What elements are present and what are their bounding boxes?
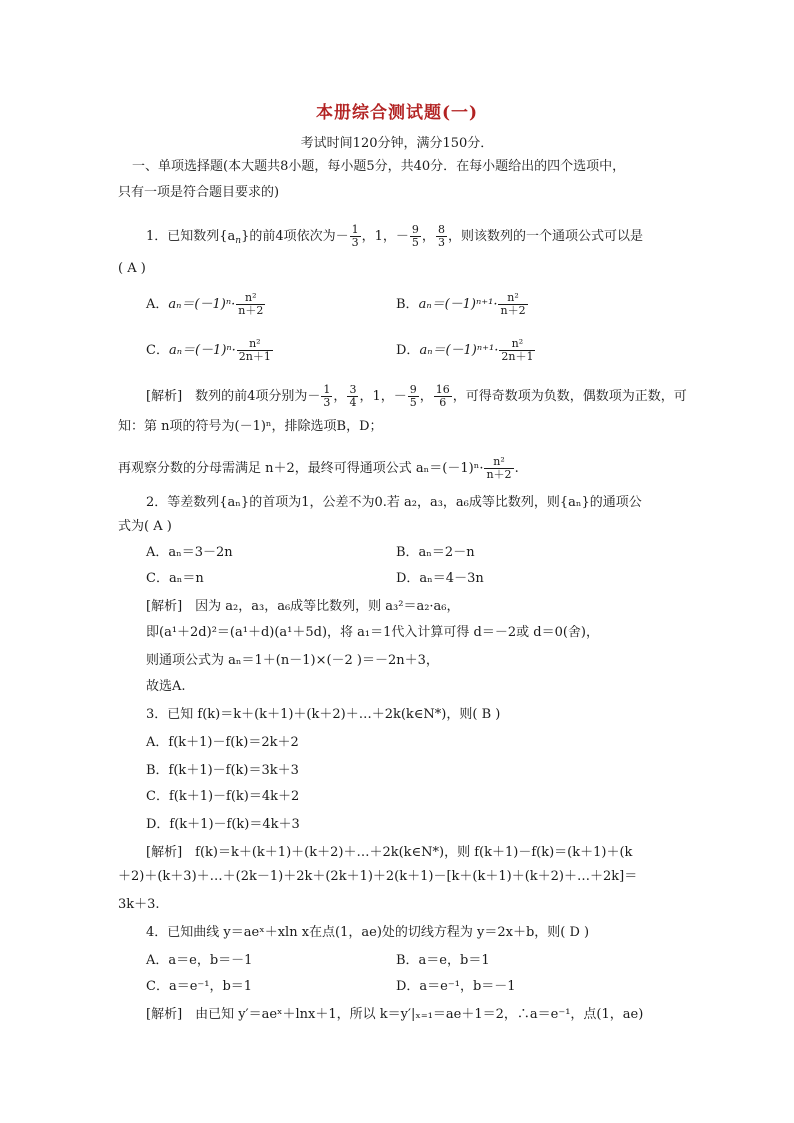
q1-option-b[interactable]: B．aₙ＝(－1)ⁿ⁺¹· $\frac{\text{n²}}{n+2}$ <box>396 291 526 317</box>
q2-option-c[interactable]: C．aₙ＝n <box>146 571 204 586</box>
q3-option-d[interactable]: D．f(k＋1)－f(k)＝4k＋3 <box>146 817 300 832</box>
frac-9-5: $\frac{9}{5}$ <box>411 223 419 249</box>
q2-option-b[interactable]: B．aₙ＝2－n <box>396 545 475 560</box>
section-heading-line2: 只有一项是符合题目要求的) <box>118 185 280 200</box>
q4-option-b[interactable]: B．a＝e，b＝1 <box>396 953 490 968</box>
q3-stem: 3．已知 f(k)＝k＋(k＋1)＋(k＋2)＋…＋2k(k∈N*)，则( B ) <box>146 707 501 722</box>
q1-stem: 1．已知数列$\{a_n\}$的前4项依次为－ $\frac{1}{3}$ ，1，－ $\frac{9}{5}$ ， $\frac{8}{3}$ ，则该数列的一个通项公式可以是 <box>146 223 643 249</box>
section-heading-line1: 一、单项选择题(本大题共8小题，每小题5分，共40分．在每小题给出的四个选项中， <box>132 159 626 174</box>
q1-stem-a: 1．已知数列{a <box>146 229 236 244</box>
q3-option-a[interactable]: A．f(k＋1)－f(k)＝2k＋2 <box>146 735 299 750</box>
q1-explanation-2: 知：第 n项的符号为(－1)ⁿ，排除选项B，D； <box>118 419 383 434</box>
q1-option-c[interactable]: C．aₙ＝(－1)ⁿ· $\frac{\text{n²}}{2n+1}$ <box>146 337 271 363</box>
q1-option-d[interactable]: D．aₙ＝(－1)ⁿ⁺¹· $\frac{\text{n²}}{2n+1}$ <box>396 337 534 363</box>
q1-stem-c: ，则该数列的一个通项公式可以是 <box>447 229 643 244</box>
page-title: 本册综合测试题(一) <box>315 103 479 123</box>
q4-stem: 4．已知曲线 y＝aeˣ＋xln x在点(1，ae)处的切线方程为 y＝2x＋b，则( D ) <box>146 925 590 940</box>
q2-option-a[interactable]: A．aₙ＝3－2n <box>146 545 233 560</box>
q1-option-a[interactable]: A．aₙ＝(－1)ⁿ· $\frac{\text{n²}}{n+2}$ <box>146 291 264 317</box>
q4-option-d[interactable]: D．a＝e⁻¹，b＝－1 <box>396 979 516 994</box>
q3-explanation-1: [解析] f(k)＝k＋(k＋1)＋(k＋2)＋…＋2k(k∈N*)，则 f(k＋1)－f(k)＝(k＋1)＋(k <box>146 845 633 860</box>
q2-explanation-2: 即(a¹＋2d)²＝(a¹＋d)(a¹＋5d)，将 a₁＝1代入计算可得 d＝－2或 d＝0(舍)， <box>146 625 599 640</box>
q1-answer: ( A ) <box>118 261 146 276</box>
q1-stem-b: }的前4项依次为－ <box>241 229 349 244</box>
q4-explanation-1: [解析] 由已知 y′＝aeˣ＋lnx＋1，所以 k＝y′|ₓ₌₁＝ae＋1＝2，∴a＝e⁻¹，点(1，ae) <box>146 1007 644 1022</box>
q2-option-d[interactable]: D．aₙ＝4－3n <box>396 571 484 586</box>
q3-explanation-2: ＋2)＋(k＋3)＋…＋(2k－1)＋2k＋(2k＋1)＋2(k＋1)－[k＋(k＋1)＋(k＋2)＋…＋2k]＝ <box>118 869 638 884</box>
q2-explanation-3: 则通项公式为 aₙ＝1＋(n－1)×(－2 )＝－2n＋3， <box>146 653 439 668</box>
q2-stem-2: 式为( A ) <box>118 519 172 534</box>
q1-explanation-3: 再观察分数的分母需满足 n＋2，最终可得通项公式 aₙ＝(－1)ⁿ· $\frac{\text{n²}}{n+2}$ . <box>118 455 519 481</box>
q4-option-c[interactable]: C．a＝e⁻¹，b＝1 <box>146 979 253 994</box>
q2-explanation-4: 故选A. <box>146 679 186 694</box>
frac-1-3: $\frac{1}{3}$ <box>351 223 359 249</box>
q1-explanation-1: [解析] 数列的前4项分别为－ $\frac{1}{3}$ ， $\frac{3}{4}$ ，1，－ $\frac{9}{5}$ ， $\frac{16}{6}$ ，可得奇数项为负数，偶数项为正数，可 <box>146 383 687 409</box>
frac-8-3: $\frac{8}{3}$ <box>437 223 445 249</box>
exam-meta: 考试时间120分钟，满分150分． <box>300 136 494 151</box>
q4-option-a[interactable]: A．a＝e，b＝－1 <box>146 953 253 968</box>
q3-option-b[interactable]: B．f(k＋1)－f(k)＝3k＋3 <box>146 763 299 778</box>
q3-option-c[interactable]: C．f(k＋1)－f(k)＝4k＋2 <box>146 789 300 804</box>
q3-explanation-3: 3k＋3. <box>118 897 160 912</box>
q2-stem-1: 2．等差数列{aₙ}的首项为1，公差不为0.若 a₂，a₃，a₆成等比数列，则{aₙ}的通项公 <box>146 495 642 510</box>
q2-explanation-1: [解析] 因为 a₂，a₃，a₆成等比数列，则 a₃²＝a₂·a₆， <box>146 599 460 614</box>
